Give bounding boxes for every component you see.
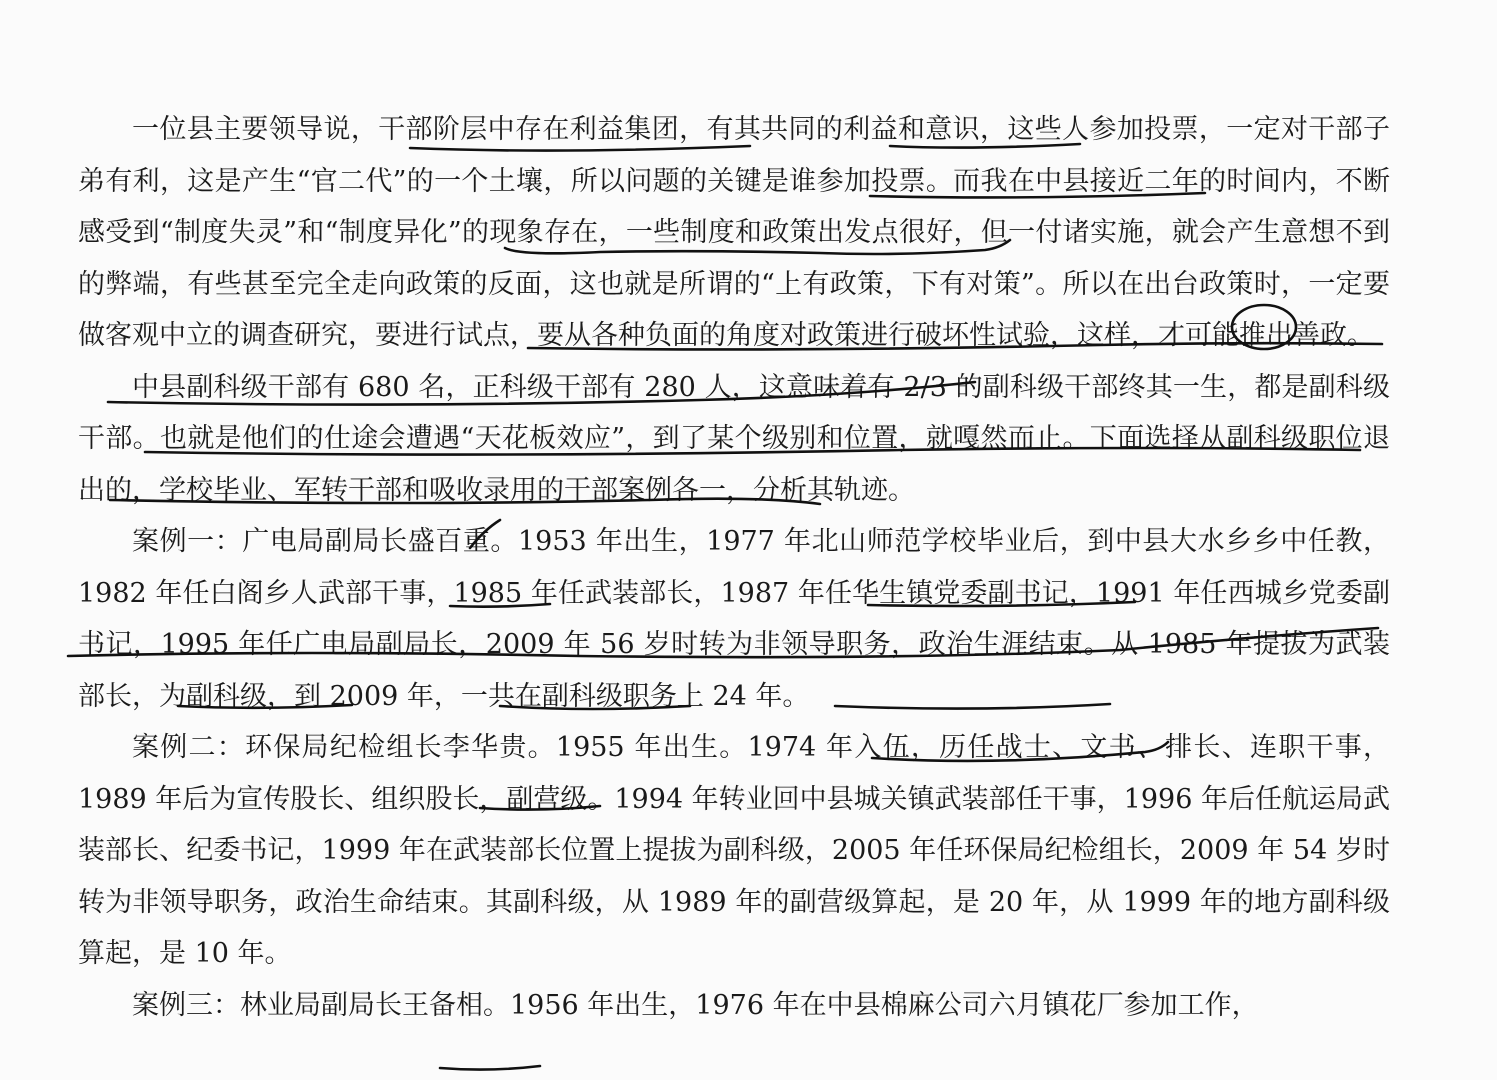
paragraph-case-two: 案例二：环保局纪检组长李华贵。1955 年出生。1974 年入伍，历任战士、文书、排长、连职干事，1989 年后为宣传股长、组织股长，副营级。1994 年转业回中县城关镇武装部任干事，1996 年后任航运局武装部长、纪委书记，1999 年在武装部长位置上提拔为副科级，2005 年任环保局纪检组长，2009 年 54 岁时转为非领导职务，政治生命结束。其副科级，从 1989 年的副营级算起，是 20 年，从 1999 年的地方副科级算起，是 10 年。: [78, 732, 1390, 969]
paragraph-case-three: 案例三：林业局副局长王备相。1956 年出生，1976 年在中县棉麻公司六月镇花厂参加工作，: [132, 989, 1259, 1021]
underline-case-three-name: [440, 1066, 540, 1070]
paragraph-case-one: 案例一：广电局副局长盛百重。1953 年出生，1977 年北山师范学校毕业后，到中县大水乡乡中任教，1982 年任白阁乡人武部干事，1985 年任武装部长，1987 年任华生镇党委副书记，1991 年任西城乡党委副书记，1995 年任广电局副局长，2009 年 56 岁时转为非领导职务，政治生涯结束。从 1985 年提拔为武装部长，为副科级，到 2009 年，一共在副科级职务上 24 年。: [78, 526, 1390, 712]
document-body: [78, 104, 1390, 1031]
paragraph-ceiling-effect: 中县副科级干部有 680 名，正科级干部有 280 人，这意味着有 2/3 的副科级干部终其一生，都是副科级干部。也就是他们的仕途会遭遇“天花板效应”，到了某个级别和位置，就嘎然而止。下面选择从副科级职位退出的，学校毕业、军转干部和吸收录用的干部案例各一，分析其轨迹。: [78, 371, 1390, 506]
paragraph-policy-pilot: 一位县主要领导说，干部阶层中存在利益集团，有其共同的利益和意识，这些人参加投票，一定对干部子弟有利，这是产生“官二代”的一个土壤，所以问题的关键是谁参加投票。而我在中县接近二年的时间内，不断感受到“制度失灵”和“制度异化”的现象存在，一些制度和政策出发点很好，但一付诸实施，就会产生意想不到的弊端，有些甚至完全走向政策的反面，这也就是所谓的“上有政策，下有对策”。所以在出台政策时，一定要做客观中立的调查研究，要进行试点，要从各种负面的角度对政策进行破坏性试验，这样，才可能推出善政。: [78, 114, 1390, 351]
